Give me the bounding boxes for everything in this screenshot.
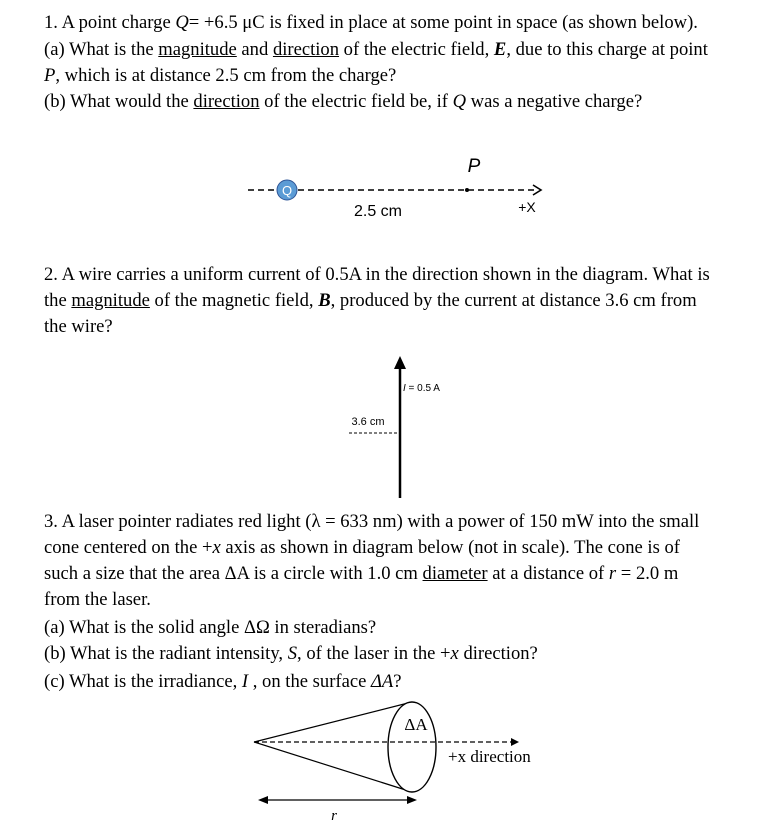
q2-line-2: the magnitude of the magnetic field, B, produced by the current at distance 3.6 cm from xyxy=(44,290,697,311)
direction-label: +x direction xyxy=(448,747,531,766)
distance-label: 3.6 cm xyxy=(351,416,385,428)
q1-diagram xyxy=(0,150,783,230)
r-right-arrowhead-icon xyxy=(407,796,417,804)
q1-line-4: (b) What would the direction of the electric field be, if Q was a negative charge? xyxy=(44,91,643,112)
q3-line-4: from the laser. xyxy=(44,589,151,610)
r-left-arrowhead-icon xyxy=(258,796,268,804)
q3-diagram xyxy=(0,698,783,831)
axis-arrowhead-icon xyxy=(533,185,541,195)
q3-line-5: (a) What is the solid angle ΔΩ in steradians? xyxy=(44,617,377,638)
q3-line-3: such a size that the area ΔA is a circle with 1.0 cm diameter at a distance of r = 2.0 m xyxy=(44,563,679,584)
point-p-dot xyxy=(465,188,469,192)
current-arrowhead-icon xyxy=(394,356,406,369)
r-label: r xyxy=(331,808,337,824)
distance-label: 2.5 cm xyxy=(353,203,403,220)
q3-line-7: (c) What is the irradiance, I , on the surface ΔA? xyxy=(44,671,402,692)
q1-line-3: P, which is at distance 2.5 cm from the charge? xyxy=(44,65,397,86)
q2-line-1: 2. A wire carries a uniform current of 0.5A in the direction shown in the diagram. What is xyxy=(44,264,710,285)
axis-label: +X xyxy=(518,199,536,215)
direction-arrowhead-icon xyxy=(511,738,519,746)
q3-line-2: cone centered on the +x axis as shown in diagram below (not in scale). The cone is of xyxy=(44,537,680,558)
q2-line-3: the wire? xyxy=(44,316,113,337)
q3-line-6: (b) What is the radiant intensity, S, of the laser in the +x direction? xyxy=(44,643,538,664)
current-label: I = 0.5 A xyxy=(403,383,440,394)
point-p-label: P xyxy=(467,156,481,177)
q3-line-1: 3. A laser pointer radiates red light (λ = 633 nm) with a power of 150 mW into the small xyxy=(44,511,700,532)
q1-line-1: 1. A point charge Q= +6.5 μC is fixed in place at some point in space (as shown below). xyxy=(44,12,698,33)
charge-label: Q xyxy=(281,183,293,198)
area-label: ΔA xyxy=(404,715,428,734)
q1-line-2: (a) What is the magnitude and direction of the electric field, E, due to this charge at point xyxy=(44,39,708,60)
q2-diagram xyxy=(0,350,783,505)
